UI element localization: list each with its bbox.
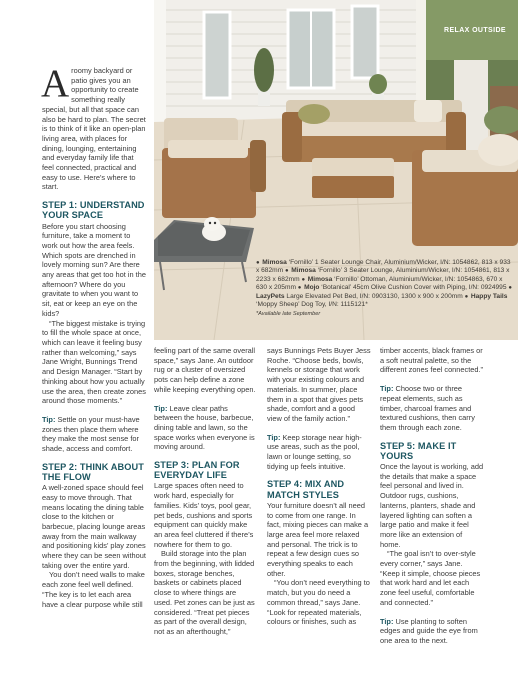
- paragraph: feeling part of the same overall space,” says Jane. An outdoor rug or a cluster of oversized pots can help define a zone while keeping everything open.: [154, 346, 256, 394]
- caption-brand: Mimosa: [307, 275, 333, 283]
- caption-text: ‘Fornillo’ 1 Seater Lounge Chair, Aluminium/Wicker, I/N: 1054862, 813 x 933 x 682mm: [256, 259, 511, 275]
- caption-text: ‘Fornillo’ Ottoman, Aluminium/Wicker, I/N: 1054863, 670 x 630 x 205mm: [256, 275, 503, 292]
- paragraph: You don’t need walls to make each zone feel well defined. “The key is to let each area have a clear purpose while still: [42, 570, 145, 609]
- caption-item: [298, 284, 509, 291]
- tip: [42, 415, 146, 454]
- caption-text: ‘Botanical’ 45cm Olive Cushion Cover with Piping, I/N: 0924995: [319, 284, 509, 292]
- availability-note: *Available late September: [256, 311, 321, 318]
- tip-text: Choose two or three repeat elements, such as timber, charcoal frames and textured cushions, then carry them through each zone.: [380, 384, 475, 432]
- paragraph: says Bunnings Pets Buyer Jess Roche. “Choose beds, bowls, kennels or storage that work with your existing colours and materials. In summer, place them in a spot that gives pets shade, comfort and a good view of the family action.”: [267, 346, 371, 423]
- tip-label: Tip:: [42, 414, 56, 424]
- column-4: [380, 346, 484, 646]
- caption-text: Large Elevated Pet Bed, I/N: 0903130, 1300 x 900 x 200mm: [284, 292, 465, 300]
- bullet-icon: ●: [508, 285, 512, 292]
- paragraph: “The goal isn’t to over-style every corner,” says Jane. “Keep it simple, choose pieces that work hard and let each zone feel useful, comfortable and connected.”: [380, 549, 481, 607]
- paragraph: “The biggest mistake is trying to fill the whole space at once, which can leave it feeling busy rather than welcoming,” says Jane Wright, Bunnings Trend and Design Manager. “Start by thinking about how you actually use the area, then create zones around those moments.”: [42, 318, 146, 406]
- caption-brand: Happy Tails: [470, 292, 508, 300]
- tip-label: Tip:: [267, 432, 281, 442]
- tip-label: Tip:: [154, 403, 168, 413]
- paragraph: Once the layout is working, add the details that make a space feel personal and lived in. Outdoor rugs, cushions, lanterns, planters, shade and layered lighting can soften a large patio and make it feel more like an extension of home.: [380, 462, 484, 549]
- caption-brand: Mimosa: [291, 267, 316, 275]
- tip-text: Leave clear paths between the house, barbecue, dining table and lawn, so the space works when everyone is moving around.: [154, 403, 255, 452]
- step-2-heading: STEP 2: THINK ABOUT THE FLOW: [42, 461, 144, 482]
- step-4-heading: STEP 4: MIX AND MATCH STYLES: [267, 479, 345, 500]
- tip-label: Tip:: [380, 616, 394, 626]
- caption-brand: LazyPets: [256, 292, 285, 300]
- tip-label: Tip:: [380, 384, 394, 394]
- tip-text: Settle on your must-have zones then place them where they make the most sense for shade, access and comfort.: [42, 414, 140, 454]
- step-5-heading: STEP 5: MAKE IT YOURS: [380, 440, 457, 461]
- paragraph: Your furniture doesn’t all need to come from one range. In fact, mixing pieces can make a large area feel more relaxed and personal. The trick is to repeat a few design cues so everything speaks to each other.: [267, 500, 369, 578]
- bullet-icon: ●: [256, 260, 262, 266]
- bullet-icon: ●: [297, 285, 304, 292]
- paragraph: Large spaces often need to work hard, especially for families. Kids’ toys, pool gear, pet beds, cushions and sports equipment can quickly make an area feel cluttered if there’s nowhere for them to go.: [154, 481, 254, 549]
- product-caption: [256, 259, 512, 319]
- tip-text: Keep storage near high-use areas, such as the pool, lawn or lounge setting, so tidying up feels intuitive.: [267, 432, 362, 471]
- paragraph: timber accents, black frames or a soft neutral palette, so the different zones feel connected.”: [380, 346, 483, 375]
- step-1-heading: STEP 1: UNDERSTAND YOUR SPACE: [42, 200, 145, 221]
- bullet-icon: ●: [301, 276, 307, 283]
- caption-text: ‘Fornillo’ 3 Seater Lounge, Aluminium/Wicker, I/N: 1054861, 813 x 2233 x 682mm: [256, 267, 510, 283]
- caption-brand: Mimosa: [262, 259, 287, 266]
- drop-cap: A: [41, 62, 70, 105]
- tip: [267, 433, 371, 472]
- column-2: [154, 346, 256, 637]
- caption-text: ‘Moppy Sheep’ Dog Toy, I/N: 1115121*: [256, 301, 368, 309]
- intro-text: roomy backyard or patio gives you an opportunity to create something really special, but all that space can also be hard to plan. The secret is to think of it like an open-plan living area, with places for dining, lounging, entertaining and everyday family life that feel connected, practical and easy to use. Here’s where to start.: [42, 66, 146, 192]
- paragraph: “You don’t need everything to match, but you do need a common thread,” says Jane. “Look for repeated materials, colours or finishes, such as: [267, 578, 370, 627]
- column-3: [267, 346, 371, 627]
- section-tag: RELAX OUTSIDE: [444, 27, 506, 34]
- tip-text: Use planting to soften edges and guide the eye from one area to the next.: [380, 616, 478, 645]
- tip: [154, 404, 256, 453]
- paragraph: Before you start choosing furniture, take a moment to work out how the area feels. Which spots are drenched in lovely morning sun? Are there any areas that get too hot in the afternoon? Where do you gravitate to when you want to sit, eat or keep an eye on the kids?: [42, 221, 146, 318]
- step-3-heading: STEP 3: PLAN FOR EVERYDAY LIFE: [154, 460, 240, 481]
- tip: [380, 617, 484, 646]
- caption-brand: Mojo: [304, 284, 320, 292]
- column-1: [41, 62, 146, 609]
- paragraph: A well-zoned space should feel easy to move through. That means locating the dining table close to the kitchen or barbecue, placing lounge areas away from the main walkway and positioning kids’ play zones where they can be seen without taking over the entire yard.: [42, 483, 146, 570]
- paragraph: Build storage into the plan from the beginning, with lidded boxes, storage benches, baskets or cabinets placed close to where things are used. Pet zones can be just as considered. “Treat pet pieces as part of the overall design, not as an afterthought,”: [154, 549, 255, 636]
- bullet-icon: ●: [284, 268, 291, 275]
- bullet-icon: ●: [464, 293, 470, 300]
- tip: [380, 384, 484, 433]
